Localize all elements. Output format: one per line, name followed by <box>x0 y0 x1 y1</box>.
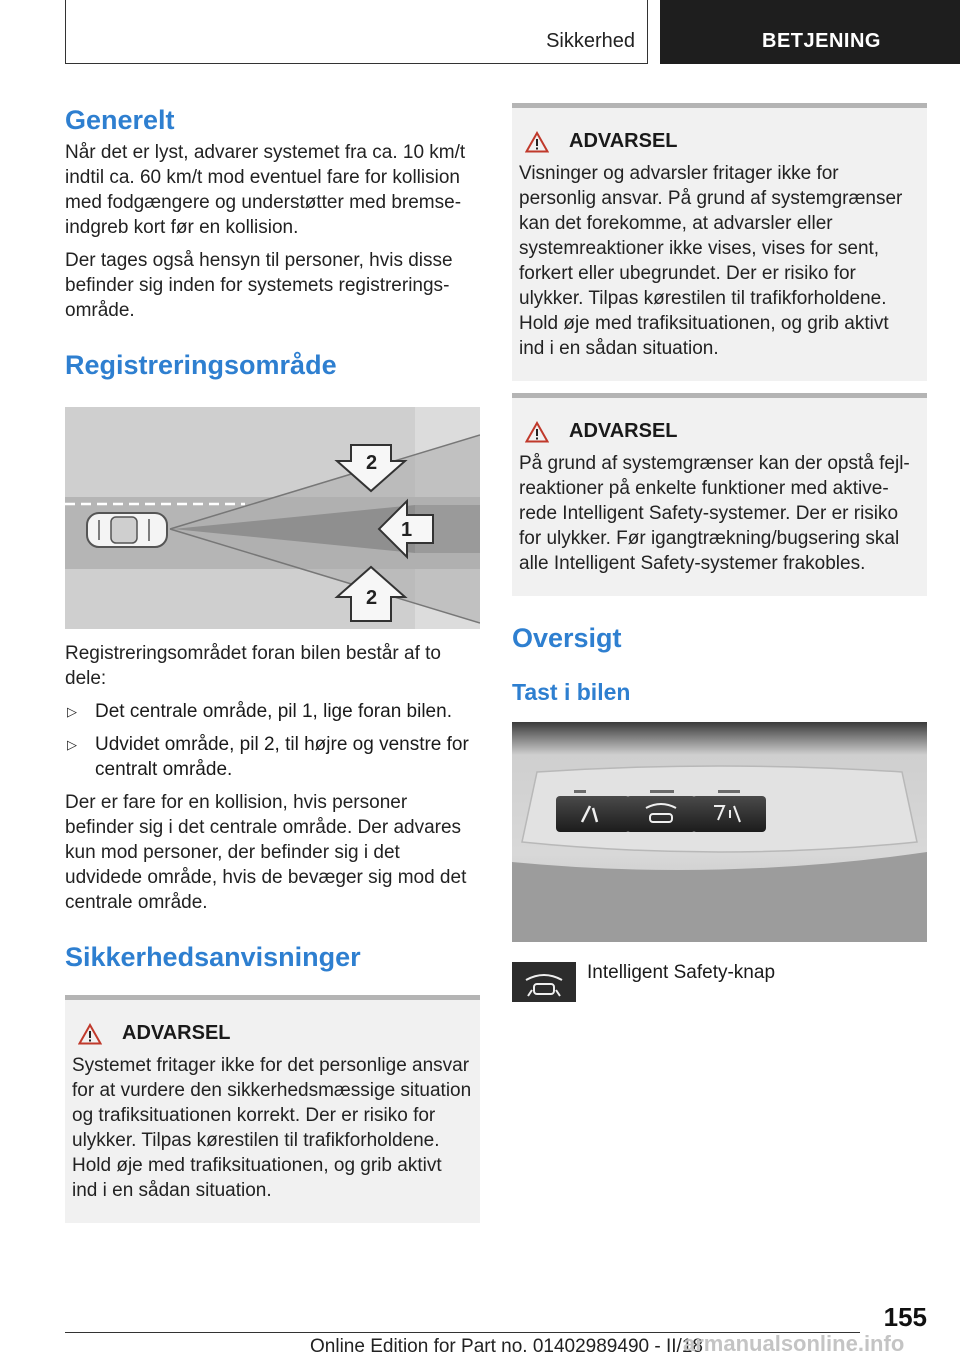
figure-label-2-top: 2 <box>366 452 378 474</box>
footer-edition: Online Edition for Part no. 01402989490 - II/18 <box>310 1336 703 1357</box>
paragraph: Der tages også hensyn til personer, hvis disse befinder sig inden for systemets registreringsområde. <box>65 250 453 321</box>
legend-row <box>512 962 927 1004</box>
warning-text: På grund af systemgrænser kan der opstå fejlreaktioner på enkelte funktioner med aktiverede Intelligent Safety-systemer. Der er risiko for ulykker. Før igangtrækning/bugsering skal alle Intelligent Safety-systemer frakobles. <box>519 453 910 574</box>
left-column <box>65 100 480 1223</box>
intelligent-safety-icon <box>512 962 576 1002</box>
figure-label-2-bottom: 2 <box>366 587 378 609</box>
warning-header <box>519 420 919 443</box>
section-tab <box>65 0 648 64</box>
page-number: 155 <box>883 1302 927 1332</box>
list-item: ▷ Udvidet område, pil 2, til højre og venstre for centralt område. <box>67 734 469 780</box>
button-panel-illustration <box>512 722 927 942</box>
warning-title: ADVARSEL <box>569 420 678 442</box>
button-caption: Intelligent Safety-knap <box>587 962 776 983</box>
paragraph: Registreringsområdet foran bilen består af to dele: <box>65 643 441 689</box>
chapter-tab <box>660 0 960 64</box>
heading-oversigt: Oversigt <box>512 623 622 653</box>
heading-registreringsomraade: Registreringsområde <box>65 350 337 380</box>
warning-header <box>519 130 919 153</box>
detection-area-diagram <box>65 407 480 629</box>
button-panel-photo <box>512 722 927 942</box>
warning-title: ADVARSEL <box>569 130 678 152</box>
detection-area-figure <box>65 407 480 629</box>
warning-box <box>65 995 480 1223</box>
figure-label-1: 1 <box>401 519 413 541</box>
heading-generelt: Generelt <box>65 105 175 135</box>
warning-box <box>512 103 927 381</box>
bullet-triangle-icon: ▷ <box>67 704 77 719</box>
right-column <box>512 103 927 1004</box>
warning-box <box>512 393 927 596</box>
list-item: ▷ Det centrale område, pil 1, lige foran bilen. <box>67 701 452 722</box>
warning-text: Systemet fritager ikke for det personlige ansvar for at vurdere den sikkerhedsmæssige situation og trafiksituationen korrekt. Der er risiko for ulykker. Tilpas kørestilen til trafikforholdene. Hold øje med trafiksituationen, og grib aktivt ind i en sådan situation. <box>72 1055 472 1201</box>
heading-sikkerhedsanvisninger: Sikkerhedsanvisninger <box>65 942 361 972</box>
warning-triangle-icon <box>525 131 549 153</box>
section-title: Sikkerhed <box>546 30 635 52</box>
heading-tast-i-bilen: Tast i bilen <box>512 679 631 705</box>
page-header <box>0 0 960 66</box>
paragraph: Der er fare for en kollision, hvis personer befinder sig i det centrale område. Der advares kun mod personer, der befinder sig i det udvidede område, hvis de bevæger sig mod det centrale område. <box>65 792 467 913</box>
bullet-triangle-icon: ▷ <box>67 737 77 752</box>
warning-triangle-icon <box>78 1023 102 1045</box>
warning-title: ADVARSEL <box>122 1022 231 1044</box>
warning-text: Visninger og advarsler fritager ikke for personlig ansvar. På grund af systemgrænser kan det forekomme, at advarsler eller systemreaktioner ikke vises, vises for sent, forkert eller ubegrundet. Der er risiko for ulykker. Tilpas kørestilen til trafikforholdene. Hold øje med trafiksituationen, og grib aktivt ind i en sådan situation. <box>519 163 903 359</box>
warning-triangle-icon <box>525 421 549 443</box>
bullet-list <box>65 699 480 782</box>
pointing-hand-icon <box>0 0 26 32</box>
warning-header <box>72 1022 472 1045</box>
chapter-title: BETJENING <box>762 30 881 52</box>
watermark: armanualsonline.info <box>683 1331 905 1356</box>
paragraph: Når det er lyst, advarer systemet fra ca. 10 km/t indtil ca. 60 km/t mod eventuel fare for kollision med fodgængere og understøtter med bremseindgreb kort før en kollision. <box>65 142 466 238</box>
